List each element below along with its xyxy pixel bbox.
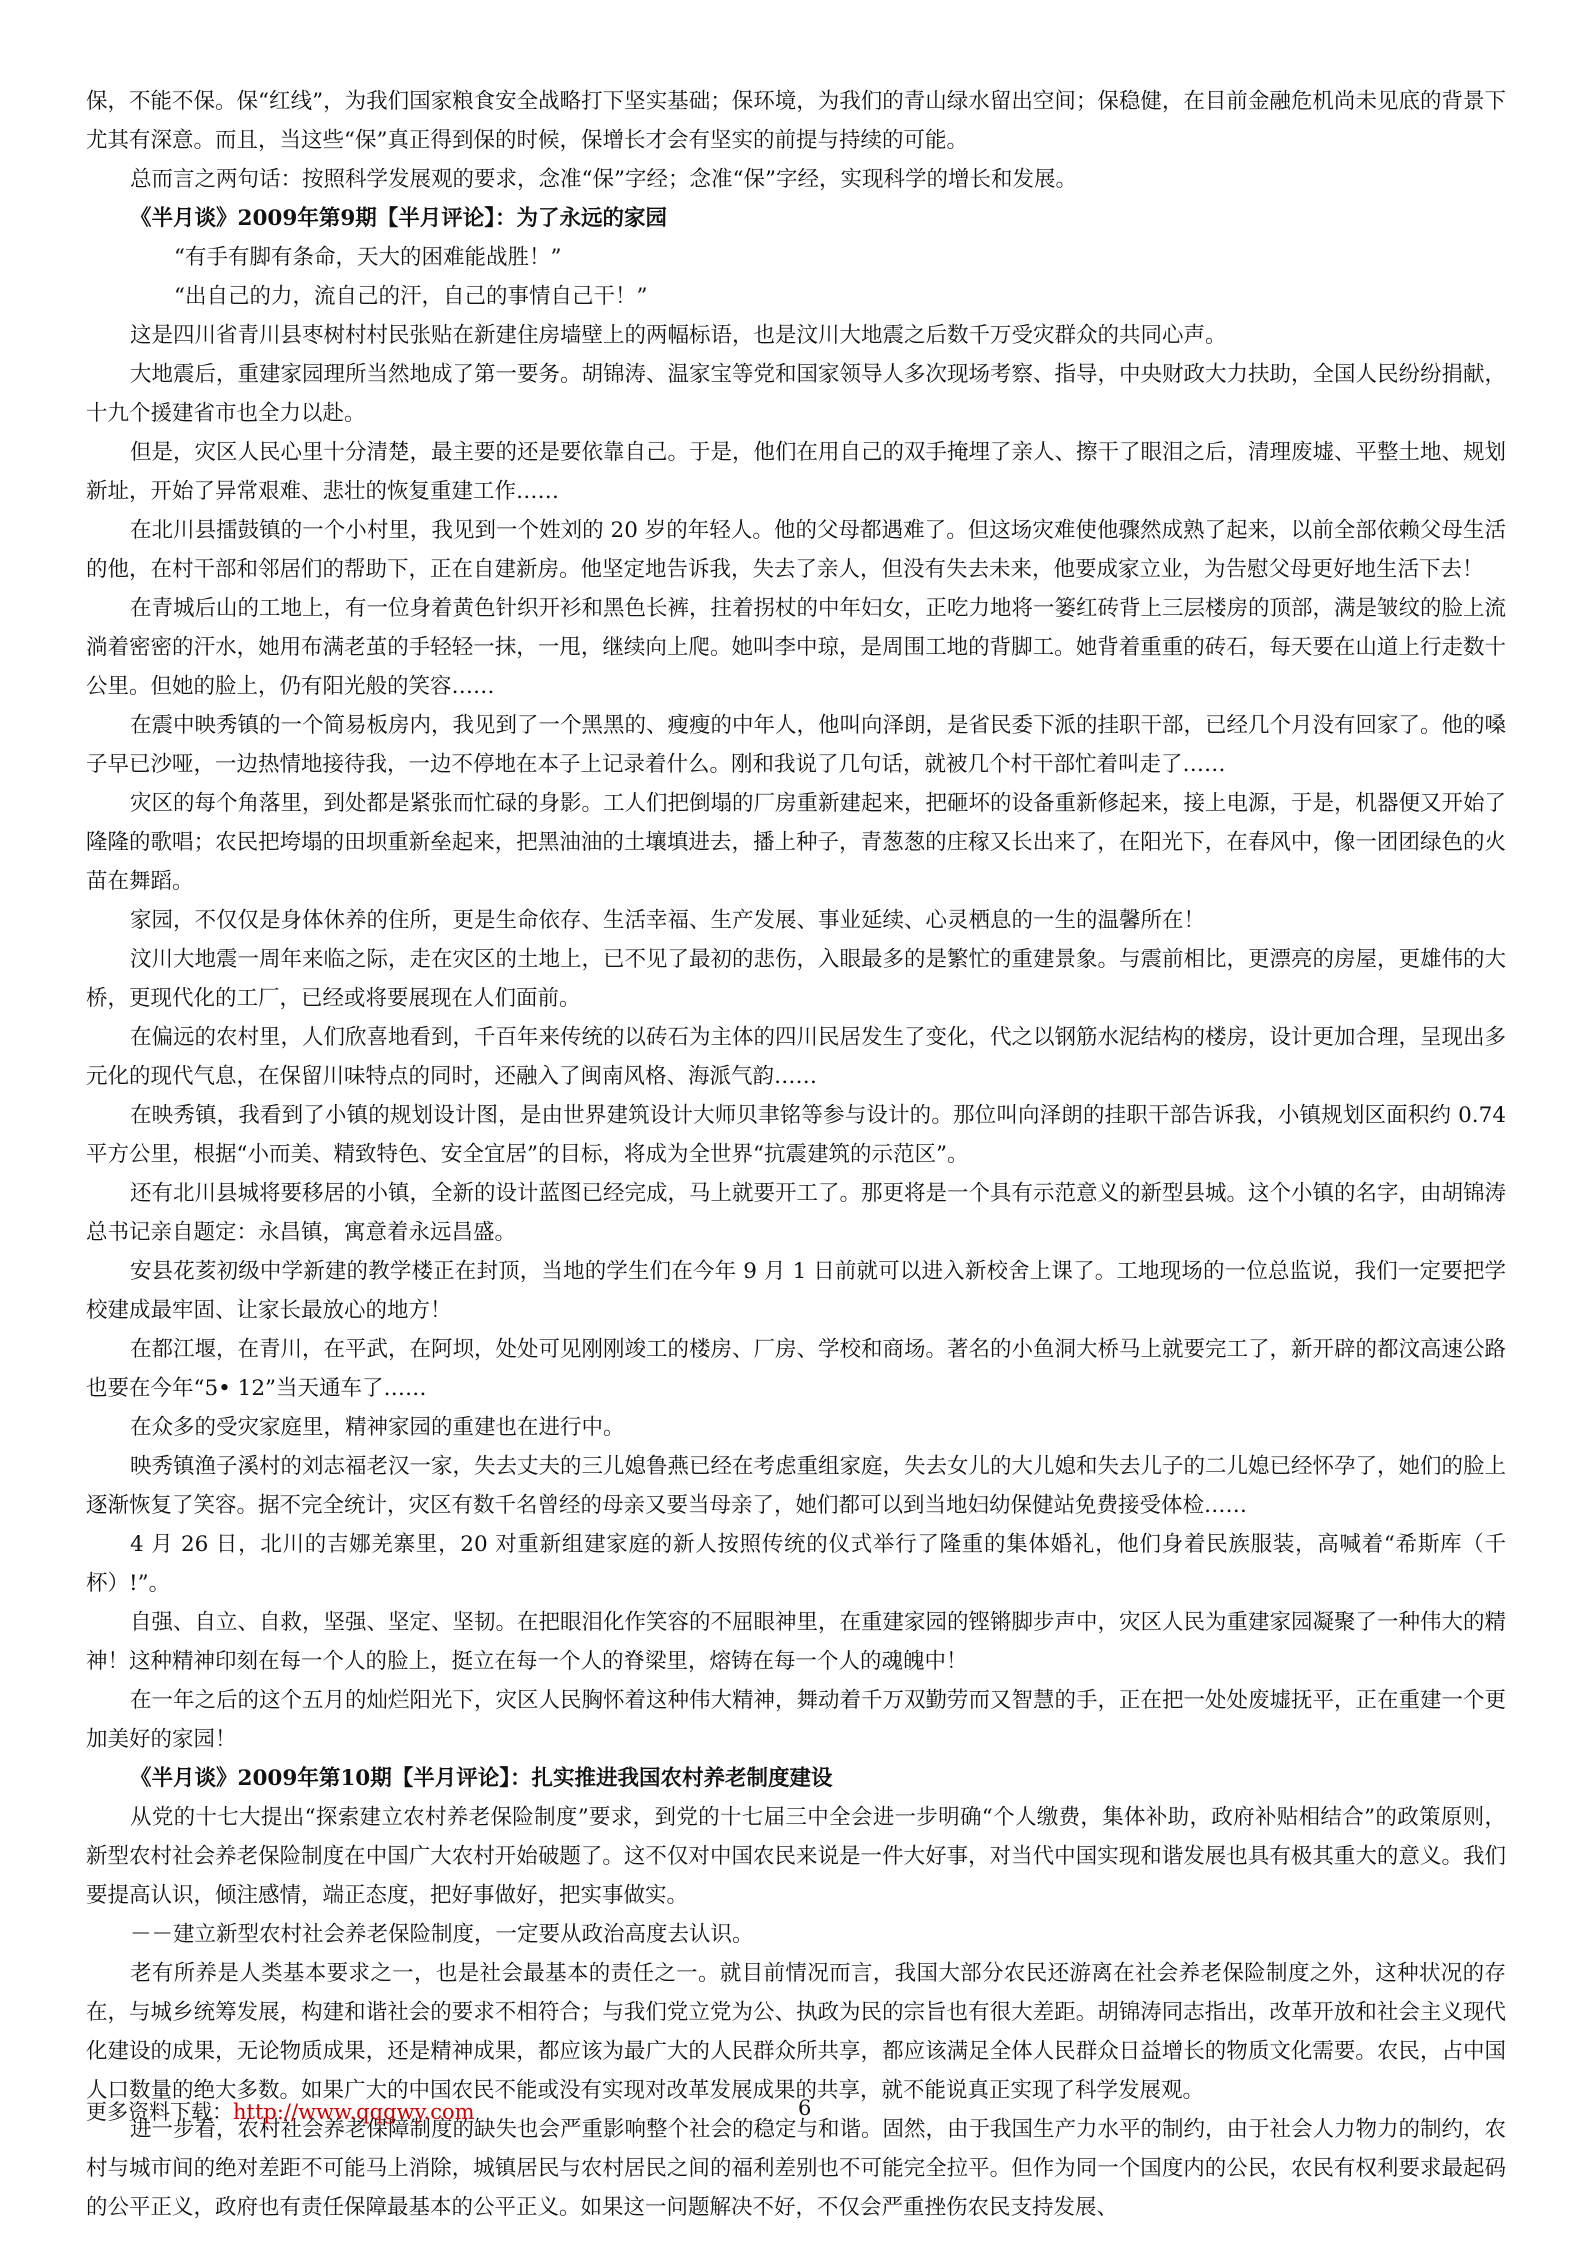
paragraph: 灾区的每个角落里，到处都是紧张而忙碌的身影。工人们把倒塌的厂房重新建起来，把砸坏的设备重新修起来，接上电源，于是，机器便又开始了隆隆的歌唱；农民把垮塌的田坝重新垒起来，把黑油油的土壤填进去，播上种子，青葱葱的庄稼又长出来了，在阳光下，在春风中，像一团团绿色的火苗在舞蹈。	[86, 791, 1507, 894]
paragraph: 4 月 26 日，北川的吉娜羌寨里，20 对重新组建家庭的新人按照传统的仪式举行了隆重的集体婚礼，他们身着民族服装，高喊着“希斯库（千杯）!”。	[86, 1532, 1506, 1596]
paragraph: 总而言之两句话：按照科学发展观的要求，念准“保”字经；念准“保”字经，实现科学的增长和发展。	[130, 167, 1077, 192]
paragraph: 保，不能不保。保“红线”，为我们国家粮食安全战略打下坚实基础；保环境，为我们的青山绿水留出空间；保稳健，在目前金融危机尚未见底的背景下尤其有深意。而且，当这些“保”真正得到保的时候，保增长才会有坚实的前提与持续的可能。	[86, 89, 1506, 153]
page-number: 6	[798, 2096, 812, 2120]
paragraph: 进一步看，农村社会养老保障制度的缺失也会严重影响整个社会的稳定与和谐。固然，由于我国生产力水平的制约，由于社会人力物力的制约，农村与城市间的绝对差距不可能马上消除，城镇居民与农村居民之间的福利差别也不可能完全拉平。但作为同一个国度内的公民，农民有权利要求最起码的公平正义，政府也有责任保障最基本的公平正义。如果这一问题解决不好，不仅会严重挫伤农民支持发展、	[86, 2117, 1507, 2220]
paragraph: 但是，灾区人民心里十分清楚，最主要的还是要依靠自己。于是，他们在用自己的双手掩埋了亲人、擦干了眼泪之后，清理废墟、平整土地、规划新址，开始了异常艰难、悲壮的恢复重建工作……	[86, 440, 1507, 504]
paragraph: 在众多的受灾家庭里，精神家园的重建也在进行中。	[130, 1415, 625, 1440]
footer-label: 更多资料下载：	[86, 2100, 233, 2124]
paragraph: 这是四川省青川县枣树村村民张贴在新建住房墙壁上的两幅标语，也是汶川大地震之后数千万受灾群众的共同心声。	[130, 323, 1227, 348]
paragraph: 老有所养是人类基本要求之一，也是社会最基本的责任之一。就目前情况而言，我国大部分农民还游离在社会养老保险制度之外，这种状况的存在，与城乡统筹发展，构建和谐社会的要求不相符合；与我们党立党为公、执政为民的宗旨也有很大差距。胡锦涛同志指出，改革开放和社会主义现代化建设的成果，无论物质成果，还是精神成果，都应该为最广大的人民群众所共享，都应该满足全体人民群众日益增长的物质文化需要。农民，占中国人口数量的绝大多数。如果广大的中国农民不能或没有实现对改革发展成果的共享，就不能说真正实现了科学发展观。	[86, 1961, 1506, 2103]
paragraph: 从党的十七大提出“探索建立农村养老保险制度”要求，到党的十七届三中全会进一步明确“个人缴费，集体补助，政府补贴相结合”的政策原则，新型农村社会养老保险制度在中国广大农村开始破题了。这不仅对中国农民来说是一件大好事，对当代中国实现和谐发展也具有极其重大的意义。我们要提高认识，倾注感情，端正态度，把好事做好，把实事做实。	[86, 1805, 1506, 1908]
slogan-quote: “有手有脚有条命，天大的困难能战胜！”	[174, 245, 562, 270]
paragraph: 在都江堰，在青川，在平武，在阿坝，处处可见刚刚竣工的楼房、厂房、学校和商场。著名的小鱼洞大桥马上就要完工了，新开辟的都汶高速公路也要在今年“5• 12”当天通车了……	[86, 1337, 1507, 1401]
footer-download-note	[86, 2096, 475, 2126]
paragraph: 安县花荄初级中学新建的教学楼正在封顶，当地的学生们在今年 9 月 1 日前就可以进入新校舍上课了。工地现场的一位总监说，我们一定要把学校建成最牢固、让家长最放心的地方！	[86, 1259, 1506, 1323]
paragraph: 在偏远的农村里，人们欣喜地看到，千百年来传统的以砖石为主体的四川民居发生了变化，代之以钢筋水泥结构的楼房，设计更加合理，呈现出多元化的现代气息，在保留川味特点的同时，还融入了闽南风格、海派气韵……	[86, 1025, 1507, 1089]
paragraph: 自强、自立、自救，坚强、坚定、坚韧。在把眼泪化作笑容的不屈眼神里，在重建家园的铿锵脚步声中，灾区人民为重建家园凝聚了一种伟大的精神！这种精神印刻在每一个人的脸上，挺立在每一个人的脊梁里，熔铸在每一个人的魂魄中！	[86, 1610, 1507, 1674]
paragraph: 大地震后，重建家园理所当然地成了第一要务。胡锦涛、温家宝等党和国家领导人多次现场考察、指导，中央财政大力扶助，全国人民纷纷捐献，十九个援建省市也全力以赴。	[86, 362, 1507, 426]
paragraph: 汶川大地震一周年来临之际，走在灾区的土地上，已不见了最初的悲伤，入眼最多的是繁忙的重建景象。与震前相比，更漂亮的房屋，更雄伟的大桥，更现代化的工厂，已经或将要展现在人们面前。	[86, 947, 1507, 1011]
paragraph: 映秀镇渔子溪村的刘志福老汉一家，失去丈夫的三儿媳鲁燕已经在考虑重组家庭，失去女儿的大儿媳和失去儿子的二儿媳已经怀孕了，她们的脸上逐渐恢复了笑容。据不完全统计，灾区有数千名曾经的母亲又要当母亲了，她们都可以到当地妇幼保健站免费接受体检……	[86, 1454, 1507, 1518]
paragraph: 在青城后山的工地上，有一位身着黄色针织开衫和黑色长裤，拄着拐杖的中年妇女，正吃力地将一篓红砖背上三层楼房的顶部，满是皱纹的脸上流淌着密密的汗水，她用布满老茧的手轻轻一抹，一甩，继续向上爬。她叫李中琼，是周围工地的背脚工。她背着重重的砖石，每天要在山道上行走数十公里。但她的脸上，仍有阳光般的笑容……	[86, 596, 1507, 699]
paragraph: 在北川县擂鼓镇的一个小村里，我见到一个姓刘的 20 岁的年轻人。他的父母都遇难了。但这场灾难使他骤然成熟了起来，以前全部依赖父母生活的他，在村干部和邻居们的帮助下，正在自建新房。他坚定地告诉我，失去了亲人，但没有失去未来，他要成家立业，为告慰父母更好地生活下去！	[86, 518, 1506, 582]
paragraph: 家园，不仅仅是身体休养的住所，更是生命依存、生活幸福、生产发展、事业延续、心灵栖息的一生的温馨所在！	[130, 908, 1206, 933]
paragraph: 在震中映秀镇的一个简易板房内，我见到了一个黑黑的、瘦瘦的中年人，他叫向泽朗，是省民委下派的挂职干部，已经几个月没有回家了。他的嗓子早已沙哑，一边热情地接待我，一边不停地在本子上记录着什么。刚和我说了几句话，就被几个村干部忙着叫走了……	[86, 713, 1507, 777]
slogan-quote: “出自己的力，流自己的汗，自己的事情自己干！”	[174, 284, 648, 309]
paragraph: 在一年之后的这个五月的灿烂阳光下，灾区人民胸怀着这种伟大精神，舞动着千万双勤劳而又智慧的手，正在把一处处废墟抚平，正在重建一个更加美好的家园！	[86, 1688, 1507, 1752]
section-heading: 《半月谈》2009年第9期【半月评论】：为了永远的家园	[130, 206, 668, 231]
section-heading: 《半月谈》2009年第10期【半月评论】：扎实推进我国农村养老制度建设	[130, 1766, 833, 1791]
article-body	[86, 82, 1506, 2227]
paragraph: 在映秀镇，我看到了小镇的规划设计图，是由世界建筑设计大师贝聿铭等参与设计的。那位叫向泽朗的挂职干部告诉我，小镇规划区面积约 0.74 平方公里，根据“小而美、精致特色、安全宜居”的目标，将成为全世界“抗震建筑的示范区”。	[86, 1103, 1506, 1167]
paragraph: 还有北川县城将要移居的小镇，全新的设计蓝图已经完成，马上就要开工了。那更将是一个具有示范意义的新型县城。这个小镇的名字，由胡锦涛总书记亲自题定：永昌镇，寓意着永远昌盛。	[86, 1181, 1507, 1245]
footer-link[interactable]: http://www.qqgwy.com	[233, 2100, 475, 2124]
page-footer	[86, 2096, 1506, 2136]
paragraph: －－建立新型农村社会养老保险制度，一定要从政治高度去认识。	[130, 1922, 754, 1947]
